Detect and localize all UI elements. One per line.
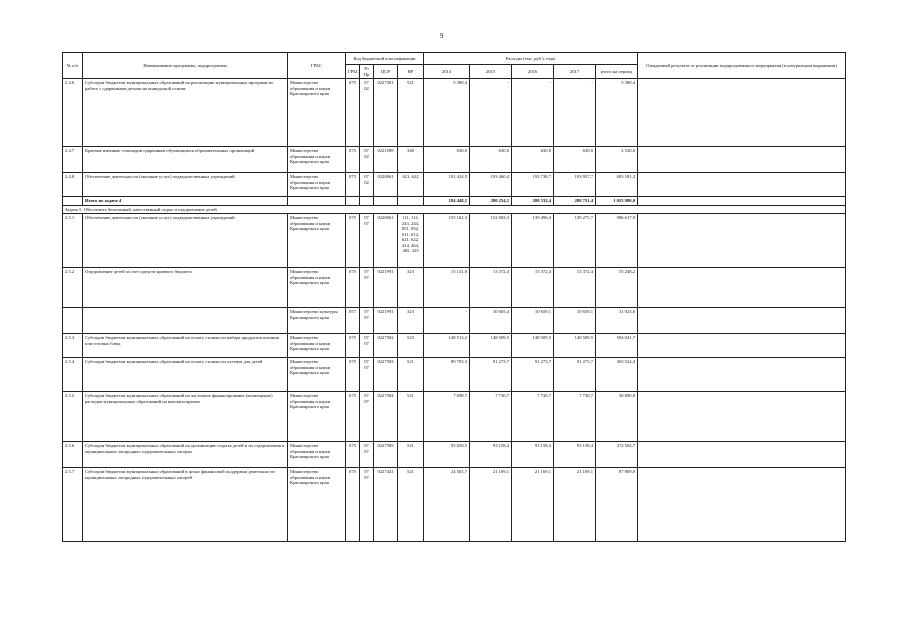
row-grbs: Министерство образования и науки Красноярского края (288, 79, 346, 147)
row-grbs: Министерство образования и науки Красноярского края (288, 334, 346, 358)
row-number (63, 197, 83, 206)
row-grbs-code: 075 (346, 79, 360, 147)
row-2016: 13 372,4 (512, 268, 554, 308)
table-row (63, 358, 846, 392)
table-row (63, 468, 846, 542)
row-number: 2.5.2 (63, 268, 83, 308)
row-result (638, 214, 846, 268)
row-grbs: Министерство образования и науки Красноярского края (288, 442, 346, 468)
row-2016: 21 169,1 (512, 468, 554, 542)
row-rzpr: 07 02 (360, 173, 374, 197)
row-number: 2.4.8 (63, 173, 83, 197)
table-row (63, 308, 846, 334)
row-2014: 5 380,4 (424, 79, 470, 147)
row-name: Итого по задаче 4 (83, 197, 288, 206)
row-result (638, 392, 846, 442)
sub-rzpr: Рз Пр (360, 65, 374, 79)
col-expenses: Расходы (тыс. руб.), годы (424, 53, 638, 65)
row-2017: 13 372,4 (554, 268, 596, 308)
row-2014: 184 448,1 (424, 197, 470, 206)
sub-2015: 2015 (470, 65, 512, 79)
row-2017: 630,0 (554, 147, 596, 173)
row-2016: 280 532,4 (512, 197, 554, 206)
table-row (63, 147, 846, 173)
row-2015: 91 273,7 (470, 358, 512, 392)
row-rzpr: 07 02 (360, 147, 374, 173)
table-row (63, 79, 846, 147)
row-name: Субсидии бюджетам муниципальных образований на оплату стоимости набора продуктов питания или готовых блюд (83, 334, 288, 358)
row-2014: 148 513,2 (424, 334, 470, 358)
row-csr: 0220061 (374, 173, 398, 197)
row-grbs: Министерство образования и науки Красноярского края (288, 147, 346, 173)
row-grbs-code: 075 (346, 268, 360, 308)
row-rzpr: 07 07 (360, 392, 374, 442)
row-grbs: Министерство образования и науки Красноярского края (288, 392, 346, 442)
row-2017: - (554, 79, 596, 147)
table-row (63, 392, 846, 442)
row-total: 586 617,9 (596, 214, 638, 268)
row-2017: 91 273,7 (554, 358, 596, 392)
row-number: 2.5.3 (63, 334, 83, 358)
col-no: № п/п (63, 53, 83, 79)
page-number: 9 (440, 32, 444, 40)
row-2017: 148 509,5 (554, 334, 596, 358)
row-vr: 521 (398, 392, 424, 442)
row-2015: 21 169,1 (470, 468, 512, 542)
row-2015: 13 372,4 (470, 268, 512, 308)
row-name: Краевые именные стипендии одаренным обучающимся образовательных организаций (83, 147, 288, 173)
row-number (63, 308, 83, 334)
row-grbs: Министерство образования и науки Красноярского края (288, 173, 346, 197)
row-2016: 7 730,7 (512, 392, 554, 442)
row-name: Обеспечение деятельности (оказание услуг) подведомственных учреждений (83, 214, 288, 268)
row-total: 30 890,8 (596, 392, 638, 442)
row-total: 87 809,0 (596, 468, 638, 542)
row-vr: 521 (398, 358, 424, 392)
row-rzpr: 07 07 (360, 214, 374, 268)
row-grbs-code: 075 (346, 468, 360, 542)
row-total: 1 025 986,0 (596, 197, 638, 206)
row-grbs-code: 057 (346, 308, 360, 334)
sub-total: итого на период (596, 65, 638, 79)
row-2017: 10 659,1 (554, 308, 596, 334)
row-2016: 93 158,4 (512, 442, 554, 468)
row-2014: 7 698,7 (424, 392, 470, 442)
row-2016: 193 738,7 (512, 173, 554, 197)
row-2014: 155 162,3 (424, 214, 470, 268)
row-total: 55 248,2 (596, 268, 638, 308)
row-csr: 0227582 (374, 334, 398, 358)
row-result (638, 268, 846, 308)
row-total: 372 504,7 (596, 442, 638, 468)
table-row (63, 214, 846, 268)
row-csr: 0227585 (374, 442, 398, 468)
row-grbs-code: 075 (346, 442, 360, 468)
row-vr: 521 (398, 442, 424, 468)
table-row (63, 442, 846, 468)
row-2016: 91 273,7 (512, 358, 554, 392)
row-number: 2.4.7 (63, 147, 83, 173)
row-vr (398, 197, 424, 206)
table-row (63, 334, 846, 358)
row-grbs-code (346, 197, 360, 206)
table-row (63, 197, 846, 206)
row-vr: 323 (398, 308, 424, 334)
row-2017: 280 751,4 (554, 197, 596, 206)
sub-grbs: ГРБС (346, 65, 360, 79)
row-name (83, 308, 288, 334)
row-csr: 0221589 (374, 147, 398, 173)
row-result (638, 147, 846, 173)
col-name: Наименование программы, подпрограммы (83, 53, 288, 79)
row-csr: 0220061 (374, 214, 398, 268)
row-vr: 621, 622 (398, 173, 424, 197)
row-grbs-code: 075 (346, 392, 360, 442)
row-csr: 0227441 (374, 468, 398, 542)
row-total: 5 380,4 (596, 79, 638, 147)
row-total: 363 524,4 (596, 358, 638, 392)
row-rzpr: 07 07 (360, 442, 374, 468)
row-rzpr: 07 07 (360, 308, 374, 334)
row-2015: 7 730,7 (470, 392, 512, 442)
row-number: 2.5.7 (63, 468, 83, 542)
row-total: 31 923,6 (596, 308, 638, 334)
row-vr: 523 (398, 334, 424, 358)
row-csr: 0227581 (374, 79, 398, 147)
row-2017: 7 730,7 (554, 392, 596, 442)
row-csr (374, 197, 398, 206)
sub-csr: ЦСР (374, 65, 398, 79)
sub-2014: 2014 (424, 65, 470, 79)
row-name: Оздоровление детей за счет средств краевого бюджета (83, 268, 288, 308)
row-result (638, 334, 846, 358)
row-grbs: Министерство образования и науки Красноярского края (288, 268, 346, 308)
row-vr: 521 (398, 79, 424, 147)
row-grbs: Министерство образования и науки Красноярского края (288, 468, 346, 542)
row-grbs: Министерство образования и науки Красноярского края (288, 358, 346, 392)
col-kbk: Код бюджетной классификации (346, 53, 424, 65)
row-vr: 323 (398, 268, 424, 308)
row-grbs: Министерство культуры Красноярского края (288, 308, 346, 334)
row-csr: 0221991 (374, 268, 398, 308)
budget-table (62, 52, 846, 542)
row-2016: - (512, 79, 554, 147)
row-2015: 152 683,3 (470, 214, 512, 268)
row-2014: 93 029,5 (424, 442, 470, 468)
row-2017: 93 158,4 (554, 442, 596, 468)
row-total: 594 041,7 (596, 334, 638, 358)
row-csr: 0227584 (374, 392, 398, 442)
row-result (638, 173, 846, 197)
row-number: 2.4.6 (63, 79, 83, 147)
row-vr: 340 (398, 147, 424, 173)
sub-2016: 2016 (512, 65, 554, 79)
col-grbs: ГРБС (288, 53, 346, 79)
table-row (63, 268, 846, 308)
row-name: Субсидии бюджетам муниципальных образований на оплату стоимости путевок для детей (83, 358, 288, 392)
row-result (638, 468, 846, 542)
row-grbs-code: 075 (346, 214, 360, 268)
row-total: 2 520,0 (596, 147, 638, 173)
sub-2017: 2017 (554, 65, 596, 79)
row-number: 2.5.1 (63, 214, 83, 268)
row-total: 683 581,3 (596, 173, 638, 197)
row-result (638, 308, 846, 334)
row-2014: 89 703,3 (424, 358, 470, 392)
row-2014: - (424, 308, 470, 334)
row-2017: 193 957,7 (554, 173, 596, 197)
row-grbs-code: 075 (346, 173, 360, 197)
row-2015: - (470, 79, 512, 147)
row-rzpr: 07 07 (360, 334, 374, 358)
row-name: Обеспечение деятельности (оказание услуг) подведомственных учреждений (83, 173, 288, 197)
row-rzpr: 07 02 (360, 79, 374, 147)
row-grbs: Министерство образования и науки Красноярского края (288, 214, 346, 268)
row-result (638, 79, 846, 147)
row-rzpr: 07 07 (360, 268, 374, 308)
sub-vr: ВР (398, 65, 424, 79)
row-2017: 21 169,1 (554, 468, 596, 542)
row-2014: 24 301,7 (424, 468, 470, 542)
row-number: 2.5.4 (63, 358, 83, 392)
row-grbs-code: 075 (346, 358, 360, 392)
row-result (638, 197, 846, 206)
row-2016: 630,0 (512, 147, 554, 173)
row-result (638, 442, 846, 468)
row-name: Субсидии бюджетам муниципальных образований в целях финансовой поддержки деятельности муниципальных загородных оздоровительных лагерей (83, 468, 288, 542)
row-vr: 111, 112, 243, 244, 851, 852, 611, 612, 621, 622, 414, 464, 465, 323 (398, 214, 424, 268)
row-csr: 0221991 (374, 308, 398, 334)
row-2014: 630,0 (424, 147, 470, 173)
row-2014: 15 131,0 (424, 268, 470, 308)
row-2016: 148 509,5 (512, 334, 554, 358)
row-csr: 0227583 (374, 358, 398, 392)
table-row (63, 205, 846, 214)
row-number: 2.5.5 (63, 392, 83, 442)
row-grbs-code: 075 (346, 334, 360, 358)
row-2015: 630,0 (470, 147, 512, 173)
row-vr: 521 (398, 468, 424, 542)
row-name: Субсидии бюджетам муниципальных образований на частичное финансирование (возмещение) расходов муниципальных образований на выплаты врачам (83, 392, 288, 442)
row-name: Субсидии бюджетам муниципальных образований на реализацию муниципальных программ по работе с одаренными детьми на конкурсной основе (83, 79, 288, 147)
col-result: Ожидаемый результат от реализации подпрограммного мероприятия (в натуральном выражении) (638, 53, 846, 79)
row-2016: 10 659,1 (512, 308, 554, 334)
row-2015: 280 254,1 (470, 197, 512, 206)
table-row (63, 173, 846, 197)
row-number: 2.5.6 (63, 442, 83, 468)
row-2017: 139 275,7 (554, 214, 596, 268)
task-heading: Задача 5. Обеспечить безопасный, качественный отдых и оздоровление детей (63, 205, 846, 214)
row-grbs (288, 197, 346, 206)
row-rzpr: 07 07 (360, 468, 374, 542)
row-name: Субсидии бюджетам муниципальных образований на организацию отдыха детей и их оздоровления в муниципальных загородных оздоровительных лагерях (83, 442, 288, 468)
row-2015: 93 158,4 (470, 442, 512, 468)
row-2015: 193 460,4 (470, 173, 512, 197)
row-2015: 10 605,4 (470, 308, 512, 334)
row-rzpr: 07 07 (360, 358, 374, 392)
row-2016: 139 496,4 (512, 214, 554, 268)
row-rzpr (360, 197, 374, 206)
row-grbs-code: 075 (346, 147, 360, 173)
row-result (638, 358, 846, 392)
row-2015: 148 509,5 (470, 334, 512, 358)
row-2014: 102 424,5 (424, 173, 470, 197)
